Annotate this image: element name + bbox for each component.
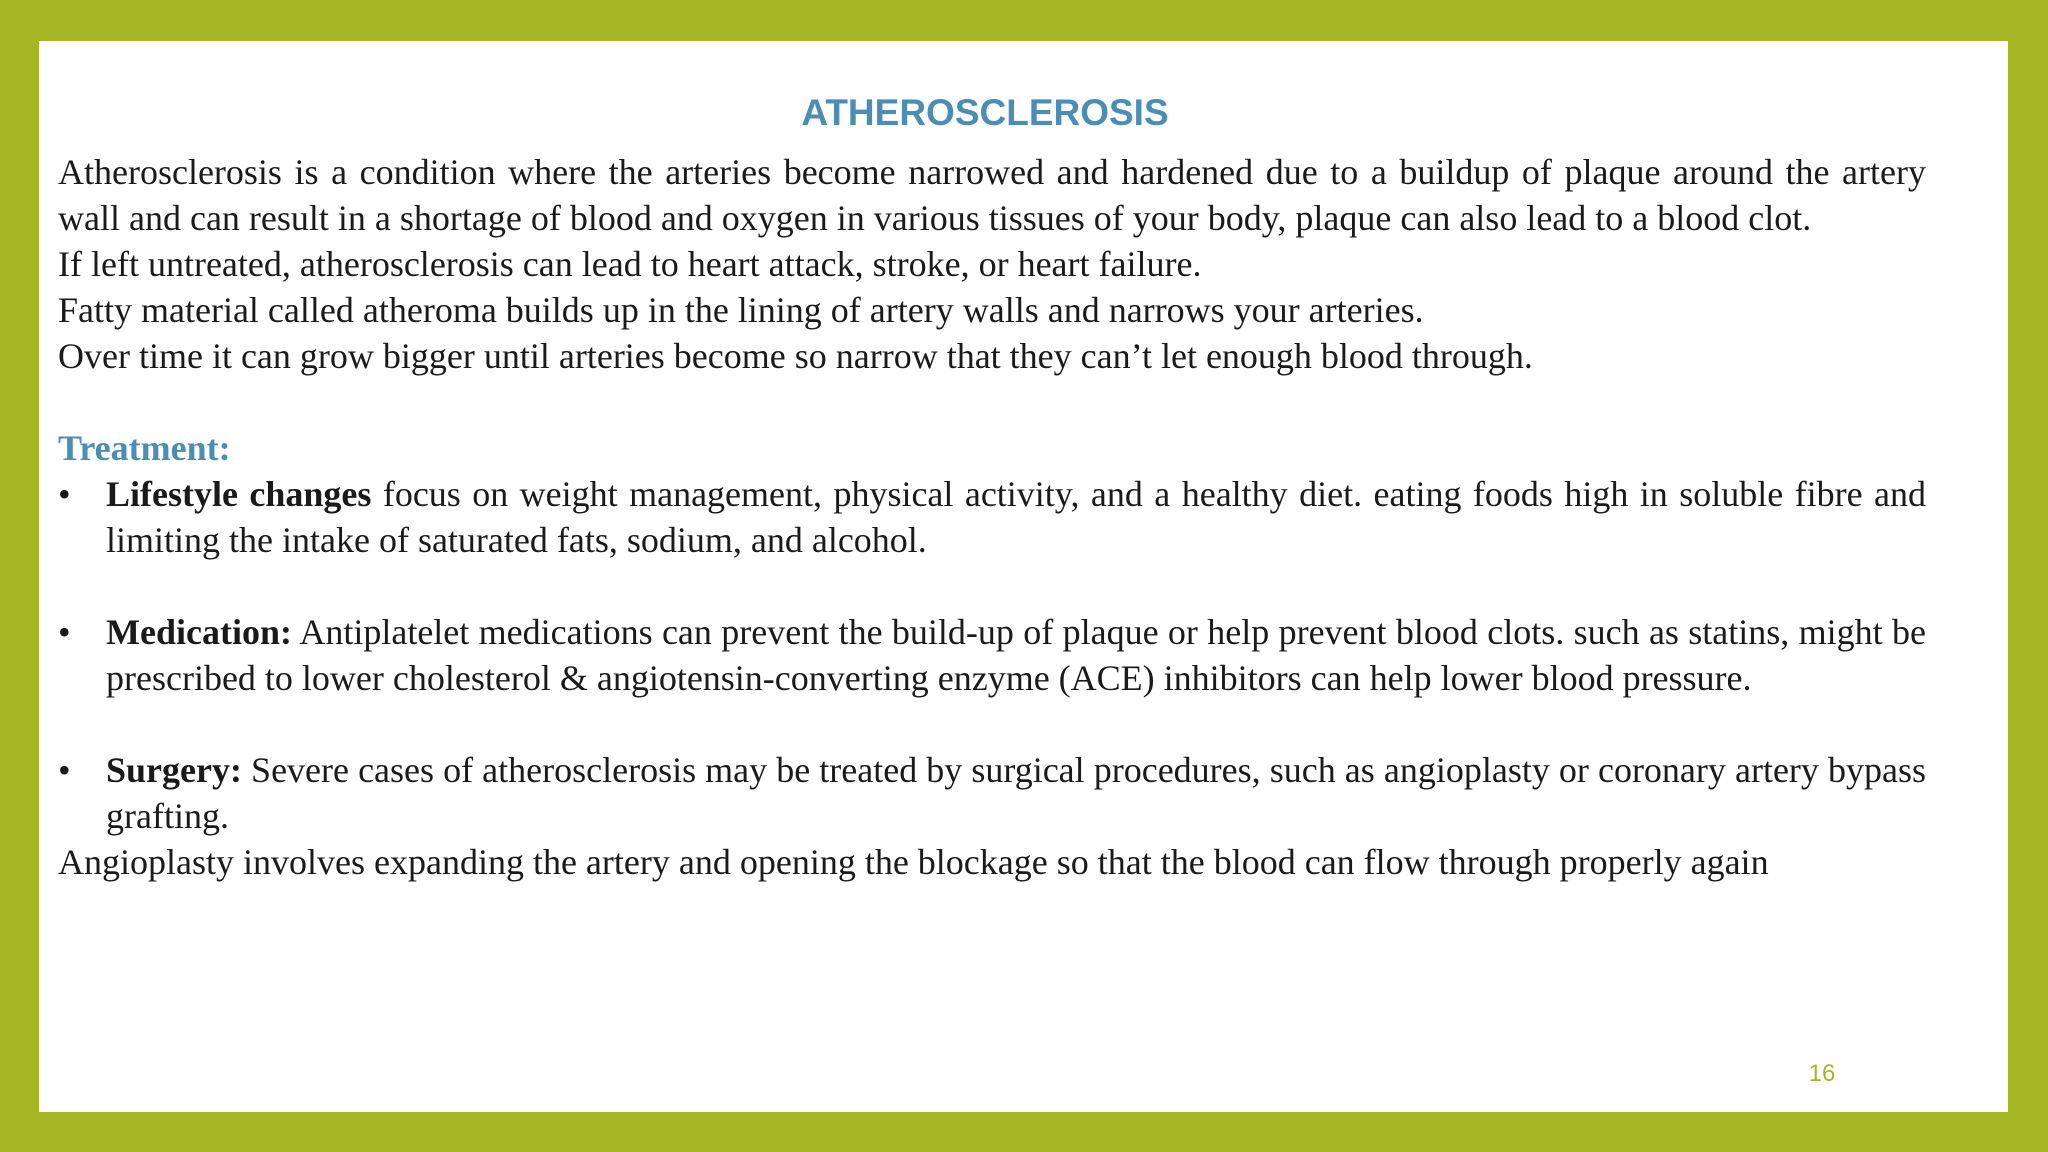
bullet-surgery [58, 747, 1926, 839]
untreated-line: If left untreated, atherosclerosis can lead to heart attack, stroke, or heart failure. [58, 244, 1202, 284]
spacer [58, 563, 1926, 609]
atheroma-line: Fatty material called atheroma builds up in the lining of artery walls and narrows your arteries. [58, 290, 1424, 330]
bullet-lifestyle [58, 471, 1926, 563]
bullet-term: Lifestyle changes [106, 474, 372, 514]
narrowing-line: Over time it can grow bigger until arteries become so narrow that they can’t let enough blood through. [58, 336, 1533, 376]
bullet-term: Medication: [106, 612, 292, 652]
slide-title: ATHEROSCLEROSIS [801, 92, 1169, 133]
spacer [58, 379, 1926, 425]
bullet-text: focus on weight management, physical activity, and a healthy diet. eating foods high in soluble fibre and limiting the intake of saturated fats, sodium, and alcohol. [106, 474, 1927, 560]
bullet-medication [58, 609, 1926, 701]
treatment-heading: Treatment: [58, 428, 231, 468]
bullet-dot: • [58, 750, 71, 790]
bullet-text: Antiplatelet medications can prevent the build-up of plaque or help prevent blood clots. such as statins, might be prescribed to lower cholesterol & angiotensin-converting enzyme (ACE) inhibitors can help lower blood pressure. [106, 612, 1926, 698]
bullet-dot: • [58, 612, 71, 652]
bullet-term: Surgery: [106, 750, 242, 790]
page-number: 16 [1808, 1060, 1836, 1087]
closing-line: Angioplasty involves expanding the artery and opening the blockage so that the blood can flow through properly again [58, 842, 1769, 882]
intro-paragraph: Atherosclerosis is a condition where the arteries become narrowed and hardened due to a buildup of plaque around the artery wall and can result in a shortage of blood and oxygen in various tissues of your body, plaque can also lead to a blood clot. [58, 152, 1926, 238]
bullet-text: Severe cases of atherosclerosis may be treated by surgical procedures, such as angioplasty or coronary artery bypass grafting. [106, 750, 1926, 836]
bullet-dot: • [58, 474, 71, 514]
slide-body [58, 149, 1926, 885]
spacer [58, 701, 1926, 747]
